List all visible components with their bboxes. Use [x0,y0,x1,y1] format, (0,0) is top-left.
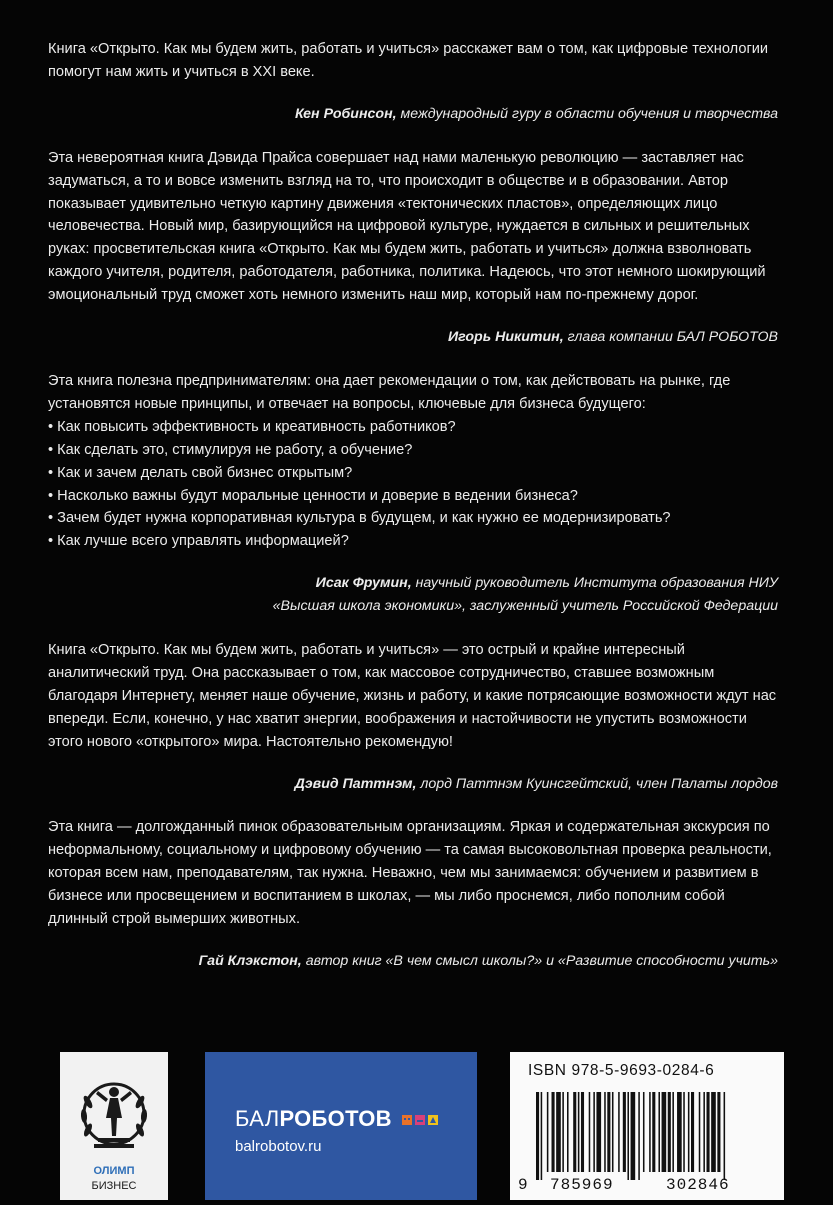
barcode-digits-group1: 785969 [550,1176,614,1194]
list-item: • Как лучше всего управлять информацией? [48,530,778,553]
review-author: Гай Клэкстон, [198,953,302,969]
review-text: Книга «Открыто. Как мы будем жить, работать и учиться» — это острый и крайне интересный аналитический труд. Она рассказывает о том, как массовое сотрудничество, ставшее возможным благодаря Интернету, меняет наше обучение, жизнь и работу, и какие потрясающие возможности ждут нас впереди. Если, конечно, у нас хватит энергии, воображения и настойчивости не упустить возможности этого нового «открытого» мира. Настоятельно рекомендую! [48,642,777,750]
review-author-role: научный руководитель Института образования НИУ [411,575,778,592]
review-attribution [48,326,778,349]
brand-name [235,1106,442,1132]
review-text: Эта книга — долгожданный пинок образовательным организациям. Яркая и содержательная экскурсия по неформальному, социальному и цифровому обучению — та самая высоковольтная проверка реальности, которая всем нам, преподавателям, так нужна. Неважно, чем мы занимаемся: обучением и развитием в бизнесе или просвещением и воспитанием в школах, — мы либо проснемся, либо пополним собой длинный строй вымерших животных. [48,819,772,928]
review-author: Дэвид Паттнэм, [294,775,417,792]
barcode-digits-group2: 302846 [666,1176,730,1194]
brand-name-bold: РОБОТОВ [279,1106,392,1131]
review-author: Исак Фрумин, [315,575,412,592]
review-quote [48,147,778,307]
barcode-digit-first: 9 [518,1176,529,1194]
review-quote [48,38,778,84]
review-attribution [48,572,778,618]
review-author-role: международный гуру в области обучения и творчества [396,105,778,122]
review-attribution [48,773,778,796]
review-text: Эта книга полезна предпринимателям: она дает рекомендации о том, как действовать на рынке, где установятся новые принципы, и отвечает на вопросы, ключевые для бизнеса будущего: [48,372,731,412]
isbn-label: ISBN 978-5-9693-0284-6 [528,1062,715,1079]
publisher-name-line1: ОЛИМП [93,1165,135,1177]
review-author-role: автор книг «В чем смысл школы?» и «Развитие способности учить» [301,953,778,969]
reviews-section [48,38,778,973]
review-quote [48,816,778,931]
brand-url: balrobotov.ru [235,1138,322,1155]
review-attribution [48,103,778,126]
list-item: • Как и зачем делать свой бизнес открытым? [48,462,778,485]
list-item: • Насколько важны будут моральные ценности и доверие в ведении бизнеса? [48,485,778,508]
list-item: • Как сделать это, стимулируя не работу, а обучение? [48,439,778,462]
list-item: • Как повысить эффективность и креативность работников? [48,416,778,439]
brand-name-light: БАЛ [235,1106,280,1131]
review-author: Игорь Никитин, [447,329,564,346]
review-author-role: глава компании БАЛ РОБОТОВ [563,329,778,346]
review-author-role: лорд Паттнэм Куинсгейтский, член Палаты лордов [416,775,778,792]
brand-block [205,1052,477,1200]
publisher-name-line2: БИЗНЕС [91,1180,137,1192]
isbn-barcode-block [510,1052,784,1200]
review-quote [48,370,778,553]
brand-robot-squares-icon [402,1112,442,1128]
review-author: Кен Робинсон, [294,105,397,122]
review-text: Книга «Открыто. Как мы будем жить, работать и учиться» расскажет вам о том, как цифровые технологии помогут нам жить и учиться в XXI веке. [48,41,769,80]
publisher-logo [60,1052,168,1200]
review-attribution [48,950,778,973]
question-list [48,416,778,553]
review-text: Эта невероятная книга Дэвида Прайса совершает над нами маленькую революцию — заставляет нас задуматься, а то и вовсе изменить взгляд на то, что происходит в обществе и в образовании. Автор показывает удивительно четкую картину движения «тектонических пластов», определяющих лицо человечества. Новый мир, базирующийся на цифровой культуре, нуждается в сильных и решительных руках: просветительская книга «Открыто. Как мы будем жить, работать и учиться» должна взволновать каждого учителя, родителя, работодателя, работника, политика. Надеюсь, что этот немного шокирующий эмоциональный труд сможет хоть немного изменить наш мир, который нам по-прежнему дорог. [48,149,766,304]
publisher-emblem-icon [60,1052,168,1200]
list-item: • Зачем будет нужна корпоративная культура в будущем, и как нужно ее модернизировать? [48,507,778,530]
review-quote [48,639,778,754]
review-author-role-continued: «Высшая школа экономики», заслуженный учитель Российской Федерации [272,598,778,615]
